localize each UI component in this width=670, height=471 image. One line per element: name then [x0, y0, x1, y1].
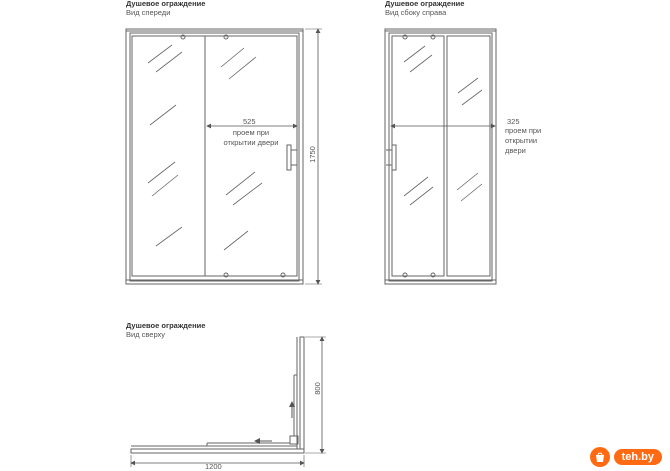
- front-opening-note: [218, 128, 284, 148]
- top-view-drawing: [131, 337, 326, 467]
- top-view-title: Душевое ограждение: [126, 321, 206, 330]
- side-fixed-panel: [447, 36, 490, 276]
- front-view-drawing: [126, 29, 322, 284]
- front-view-title: Душевое ограждение: [126, 0, 206, 8]
- watermark: [590, 447, 662, 467]
- side-opening-note-line1: проем при: [505, 126, 542, 135]
- side-door-handle: [392, 145, 396, 170]
- top-bottom-wall: [131, 449, 304, 453]
- front-inner-frame: [130, 33, 299, 281]
- shopping-bag-icon: [590, 447, 610, 467]
- front-height-value: 1750: [307, 146, 317, 163]
- side-inner-frame: [389, 33, 492, 281]
- side-view-title: Душевое ограждение: [385, 0, 465, 8]
- front-opening-value: 525: [243, 117, 256, 126]
- front-fixed-panel: [132, 36, 205, 276]
- side-opening-value: 325: [507, 117, 520, 126]
- front-opening-note-line1: проем при: [232, 128, 270, 137]
- top-view-subtitle: Вид сверху: [126, 330, 166, 339]
- front-opening-note-line2: открытии двери: [223, 138, 279, 147]
- front-sliding-door: [205, 36, 297, 276]
- top-right-wall: [300, 337, 304, 449]
- side-opening-note: [505, 126, 541, 156]
- side-opening-note-line3: двери: [505, 146, 526, 155]
- top-width-value: 1200: [205, 462, 222, 471]
- top-depth-value: 800: [312, 382, 322, 395]
- side-view-drawing: [385, 29, 496, 284]
- front-outer-frame: [126, 29, 303, 284]
- front-view-subtitle: Вид спереди: [126, 8, 171, 17]
- front-door-handle: [287, 145, 291, 170]
- side-outer-frame: [385, 29, 496, 284]
- side-door-panel: [392, 36, 444, 276]
- side-opening-note-line2: открытии: [505, 136, 538, 145]
- watermark-text: teh.by: [614, 449, 662, 465]
- side-view-subtitle: Вид сбоку справа: [385, 8, 447, 17]
